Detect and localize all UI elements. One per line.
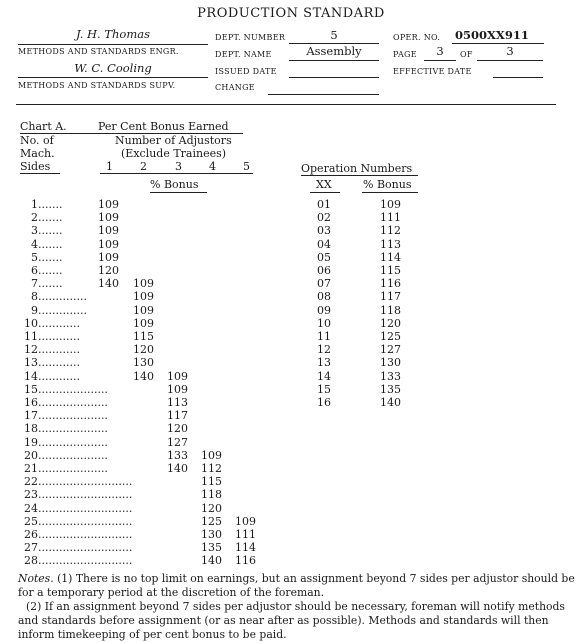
bonus-cell-adjustor-2: 115 [133,330,154,343]
row-leader-dots: .................... [38,382,108,396]
adjustor-number-4: 4 [209,160,216,173]
chart-a-prefix: Chart A. [20,120,67,133]
row-sides-number: 4 [31,237,38,251]
bonus-cell-adjustor-3: 127 [167,435,188,449]
bonus-cell-adjustor-3: 117 [167,409,188,423]
operation-xx: 06 [317,264,331,277]
dept-name-value: Assembly [306,44,362,58]
row-sides-number: 11 [24,330,38,343]
row-sides-number: 7 [31,277,38,291]
bonus-cell-adjustor-4: 125 [201,514,222,528]
operation-xx: 03 [317,224,331,238]
bonus-cell-adjustor-4: 118 [201,488,222,502]
row-leader-dots: ........................... [38,501,133,515]
operation-bonus: 120 [380,316,401,330]
note-1 [18,572,578,600]
operation-bonus: 114 [380,250,401,264]
bonus-cell-adjustor-1: 109 [98,250,119,264]
effective-date-label: EFFECTIVE DATE [393,67,472,76]
operation-bonus: 112 [380,224,401,238]
dept-name-underline [289,60,379,61]
operation-xx: 15 [317,382,331,396]
supervisor-name: W. C. Cooling [74,61,152,75]
operation-xx: 16 [317,396,331,409]
bonus-head: % Bonus [150,178,199,191]
supervisor-underline [18,77,208,78]
row-leader-dots: ............ [38,369,80,383]
row-sides-label [20,488,132,501]
issued-date-underline [289,77,379,78]
bonus-cell-adjustor-1: 140 [98,277,119,291]
bonus-cell-adjustor-2: 140 [133,369,154,383]
notes-label: Notes. [18,572,54,585]
row-sides-label [20,502,132,515]
row-leader-dots: ....... [38,224,63,238]
bonus-cell-adjustor-2: 120 [133,343,154,357]
effective-date-underline [493,77,543,78]
operation-bonus: 135 [380,382,401,396]
of-value: 3 [506,44,514,58]
row-leader-dots: ........................... [38,514,133,528]
row-sides-number: 15 [24,382,38,396]
col-head-sides: Sides [20,160,51,173]
row-leader-dots: .................... [38,409,108,423]
of-underline [477,60,543,61]
bonus-cell-adjustor-2: 109 [133,316,154,330]
row-sides-label [20,462,108,475]
oper-no-value: 0500XX911 [455,28,529,42]
row-sides-number: 10 [24,316,38,330]
row-sides-label [20,383,108,396]
bonus-cell-adjustor-4: 120 [201,501,222,515]
row-leader-dots: .................... [38,435,108,449]
row-leader-dots: .................... [38,396,108,409]
operation-bonus: 118 [380,303,401,317]
col-head-mach: Mach. [20,147,55,160]
adjustor-numbers-underline [100,173,253,174]
row-sides-label [20,370,80,383]
row-sides-label [20,330,80,343]
operation-bonus: 117 [380,290,401,304]
operation-xx: 02 [317,211,331,225]
row-leader-dots: ....... [38,198,63,211]
bonus-cell-adjustor-1: 109 [98,224,119,238]
operation-bonus: 115 [380,264,401,277]
row-sides-number: 17 [24,409,38,423]
row-leader-dots: ....... [38,250,63,264]
row-sides-number: 22 [24,475,38,489]
operation-xx: 13 [317,356,331,370]
row-leader-dots: ....... [38,211,63,225]
adjustors-head: Number of Adjustors [115,134,232,147]
chart-a-title: Per Cent Bonus Earned [98,120,229,133]
oper-no-label: OPER. NO. [393,33,441,42]
col-head-no-of: No. of [20,134,54,147]
row-sides-label [20,541,132,554]
of-label: OF [460,50,473,59]
row-sides-number: 8 [31,290,38,304]
operations-col-bonus-underline [362,192,418,193]
row-leader-dots: ........................... [38,554,133,568]
row-sides-label [20,449,108,462]
row-leader-dots: ........................... [38,528,133,541]
row-leader-dots: ........................... [38,475,133,489]
row-sides-number: 14 [24,369,38,383]
row-sides-number: 24 [24,501,38,515]
page-label: PAGE [393,50,417,59]
note-2 [18,600,578,642]
operation-bonus: 109 [380,198,401,211]
row-sides-label [20,198,62,211]
row-leader-dots: .............. [38,303,87,317]
operation-xx: 12 [317,343,331,357]
bonus-cell-adjustor-4: 140 [201,554,222,568]
row-sides-number: 19 [24,435,38,449]
note-2-text: (2) If an assignment beyond 7 sides per adjustor should be necessary, foreman will notify methods and standards before assignment (or as near after as possible). Methods and standards will then inform timekeeping of per cent bonus to be paid. [18,600,565,641]
row-sides-number: 5 [31,250,38,264]
row-sides-label [20,396,108,409]
operation-xx: 01 [317,198,331,211]
operation-bonus: 111 [380,211,401,225]
bonus-cell-adjustor-2: 109 [133,277,154,291]
row-sides-label [20,304,87,317]
row-leader-dots: .................... [38,448,108,462]
row-sides-label [20,211,62,224]
engineer-name: J. H. Thomas [75,27,151,41]
dept-number-label: DEPT. NUMBER [215,33,286,42]
adjustor-number-1: 1 [106,160,113,173]
engineer-label: METHODS AND STANDARDS ENGR. [18,47,179,56]
bonus-cell-adjustor-5: 114 [235,541,256,555]
row-leader-dots: .............. [38,290,87,304]
notes [18,572,578,642]
bonus-cell-adjustor-5: 109 [235,514,256,528]
operation-bonus: 140 [380,396,401,409]
row-sides-label [20,264,62,277]
engineer-underline [18,44,208,45]
row-sides-label [20,528,132,541]
row-sides-number: 9 [31,303,38,317]
bonus-cell-adjustor-2: 130 [133,356,154,370]
row-leader-dots: .................... [38,462,108,475]
bonus-cell-adjustor-1: 109 [98,198,119,211]
bonus-cell-adjustor-4: 115 [201,475,222,489]
row-leader-dots: ............ [38,356,80,370]
operations-title-underline [301,175,418,176]
row-sides-number: 13 [24,356,38,370]
row-sides-number: 3 [31,224,38,238]
row-sides-label [20,475,132,488]
row-sides-number: 18 [24,422,38,436]
row-sides-label [20,554,132,567]
adjustors-subhead: (Exclude Trainees) [121,147,227,160]
adjustor-number-2: 2 [140,160,147,173]
bonus-head-underline [150,192,207,193]
bonus-cell-adjustor-4: 112 [201,462,222,475]
row-sides-label [20,224,62,237]
row-leader-dots: ............ [38,316,80,330]
bonus-cell-adjustor-3: 140 [167,462,188,475]
bonus-cell-adjustor-3: 109 [167,369,188,383]
row-sides-label [20,515,132,528]
row-leader-dots: ....... [38,277,63,291]
operation-bonus: 133 [380,369,401,383]
row-sides-number: 25 [24,514,38,528]
row-sides-label [20,422,108,435]
operation-bonus: 125 [380,330,401,343]
change-underline [268,94,379,95]
operation-xx: 04 [317,237,331,251]
bonus-cell-adjustor-2: 109 [133,290,154,304]
operations-col-xx: XX [316,178,332,191]
operation-bonus: 130 [380,356,401,370]
row-sides-number: 20 [24,448,38,462]
row-sides-number: 26 [24,528,38,541]
adjustor-number-5: 5 [243,160,250,173]
row-sides-number: 2 [31,211,38,225]
operation-xx: 11 [317,330,331,343]
row-sides-number: 1 [31,198,38,211]
row-sides-label [20,238,62,251]
row-leader-dots: ........................... [38,541,133,555]
row-sides-label [20,277,62,290]
row-sides-number: 16 [24,396,38,409]
header-divider [16,104,556,105]
operation-xx: 14 [317,369,331,383]
supervisor-label: METHODS AND STANDARDS SUPV. [18,81,176,90]
page-underline [424,60,456,61]
sides-underline [20,173,60,174]
bonus-cell-adjustor-4: 130 [201,528,222,541]
row-sides-number: 23 [24,488,38,502]
row-sides-label [20,251,62,264]
operation-xx: 10 [317,316,331,330]
operations-col-xx-underline [310,192,340,193]
bonus-cell-adjustor-3: 133 [167,448,188,462]
row-leader-dots: ........................... [38,488,133,502]
bonus-cell-adjustor-3: 113 [167,396,188,409]
dept-name-label: DEPT. NAME [215,50,272,59]
row-sides-label [20,356,80,369]
row-sides-label [20,290,87,303]
change-label: CHANGE [215,83,255,92]
operation-bonus: 127 [380,343,401,357]
bonus-cell-adjustor-1: 120 [98,264,119,277]
row-leader-dots: ............ [38,330,80,343]
adjustor-number-3: 3 [175,160,182,173]
page-value: 3 [436,44,444,58]
note-1-text: (1) There is no top limit on earnings, but an assignment beyond 7 sides per adjustor should be for a temporary period at the discretion of the foreman. [18,572,575,599]
row-leader-dots: .................... [38,422,108,436]
operation-xx: 05 [317,250,331,264]
operation-xx: 07 [317,277,331,291]
bonus-cell-adjustor-3: 109 [167,382,188,396]
row-sides-number: 12 [24,343,38,357]
operations-col-bonus: % Bonus [363,178,412,191]
operations-title: Operation Numbers [301,162,413,175]
bonus-cell-adjustor-2: 109 [133,303,154,317]
row-leader-dots: ....... [38,237,63,251]
row-sides-label [20,317,80,330]
bonus-cell-adjustor-5: 111 [235,528,256,541]
bonus-cell-adjustor-1: 109 [98,211,119,225]
operation-bonus: 113 [380,237,401,251]
bonus-cell-adjustor-4: 109 [201,448,222,462]
bonus-cell-adjustor-4: 135 [201,541,222,555]
bonus-cell-adjustor-5: 116 [235,554,256,568]
operation-xx: 08 [317,290,331,304]
bonus-cell-adjustor-1: 109 [98,237,119,251]
row-leader-dots: ....... [38,264,63,277]
issued-date-label: ISSUED DATE [215,67,277,76]
row-sides-number: 27 [24,541,38,555]
dept-number-value: 5 [330,28,338,42]
row-sides-label [20,409,108,422]
row-sides-label [20,343,80,356]
row-sides-label [20,436,108,449]
row-leader-dots: ............ [38,343,80,357]
row-sides-number: 6 [31,264,38,277]
page-title: PRODUCTION STANDARD [197,6,385,21]
bonus-cell-adjustor-3: 120 [167,422,188,436]
row-sides-number: 28 [24,554,38,568]
row-sides-number: 21 [24,462,38,475]
operation-bonus: 116 [380,277,401,291]
operation-xx: 09 [317,303,331,317]
